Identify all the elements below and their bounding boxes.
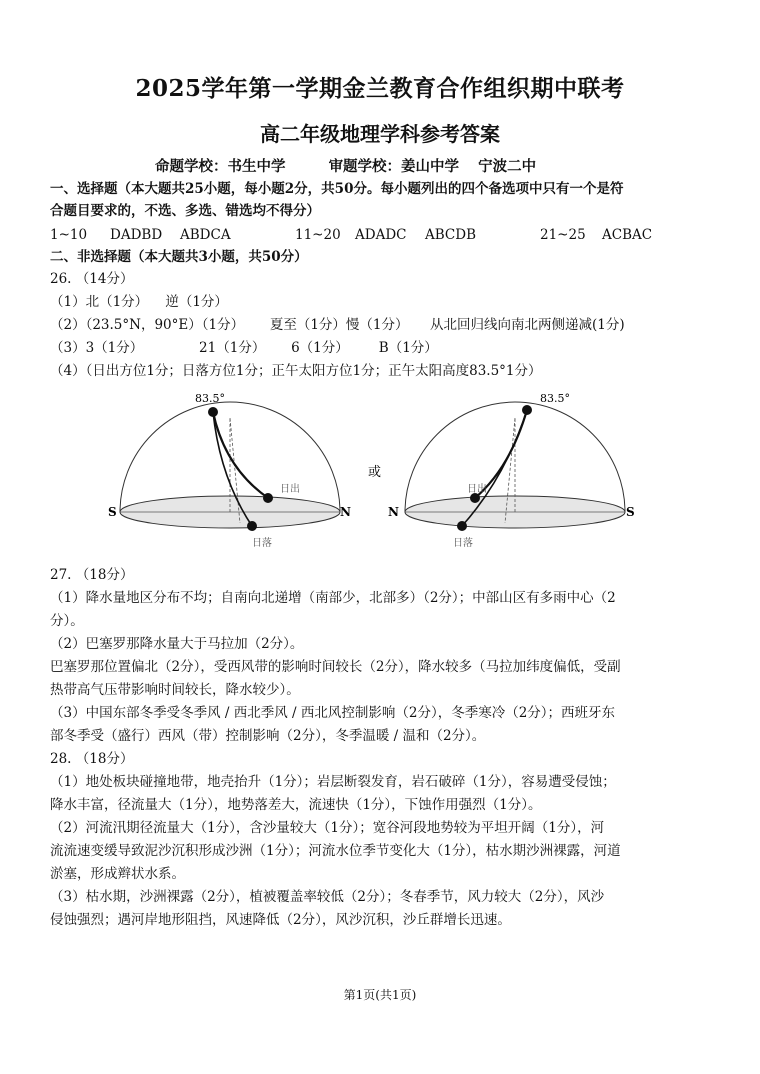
q26-part1: （1）北（1分） 逆（1分）	[50, 294, 228, 310]
q27-line6: （3）中国东部冬季受冬季风 / 西北季风 / 西北风控制影响（2分），冬季寒冷（2分）；西班牙东	[50, 705, 616, 721]
right-angle-label: 83.5°	[540, 392, 570, 405]
section1-heading-line1: 一、选择题（本大题共25小题，每小题2分，共50分。每小题列出的四个备选项中只有一个是符	[50, 181, 624, 197]
left-angle-label: 83.5°	[195, 392, 225, 405]
right-hemisphere	[388, 392, 635, 549]
mc-answers-1a: DADBD	[110, 227, 163, 243]
q27-line2: 分）。	[50, 613, 84, 629]
mc-answers-row	[50, 224, 720, 246]
left-sunset-dot	[247, 521, 257, 531]
sun-path-diagram	[100, 388, 660, 553]
q28-line7: 侵蚀强烈；遇河岸地形阻挡，风速降低（2分），风沙沉积，沙丘群增长迅速。	[50, 912, 511, 928]
exam-title: 2025学年第一学期金兰教育合作组织期中联考	[135, 75, 625, 102]
left-hemisphere	[108, 392, 351, 549]
setter-school: 命题学校：书生中学	[155, 158, 286, 175]
exam-subtitle: 高二年级地理学科参考答案	[260, 122, 500, 146]
page-number: 第1页(共1页)	[343, 988, 417, 1002]
left-sunrise-label: 日出	[280, 484, 300, 495]
q27-line7: 部冬季受（盛行）西风（带）控制影响（2分），冬季温暖 / 温和（2分）。	[50, 728, 486, 744]
section2-heading: 二、非选择题（本大题共3小题，共50分）	[50, 249, 308, 265]
q27-line4: 巴塞罗那位置偏北（2分），受西风带的影响时间较长（2分），降水较多（马拉加纬度偏低，受副	[50, 659, 621, 675]
mc-answers-2b: ABCDB	[425, 227, 476, 243]
q28-line2: 降水丰富，径流量大（1分），地势落差大，流速快（1分），下蚀作用强烈（1分）。	[50, 797, 542, 813]
reviewer-school: 审题学校：姜山中学	[328, 158, 460, 175]
mc-range-1: 1~10	[50, 227, 88, 243]
mc-range-2: 11~20	[295, 227, 341, 243]
left-noon-sun-dot	[208, 407, 218, 417]
q27-line1: （1）降水量地区分布不均；自南向北递增（南部少，北部多）（2分）；中部山区有多雨中心（2	[50, 590, 616, 606]
q28-heading: 28. （18分）	[50, 751, 134, 767]
left-sunrise-dot	[263, 493, 273, 503]
q26-heading: 26. （14分）	[50, 271, 134, 287]
right-north-label: N	[388, 505, 399, 519]
right-sunset-dot	[457, 521, 467, 531]
mc-answers-1b: ABDCA	[180, 227, 231, 243]
or-label: 或	[368, 465, 382, 480]
mc-range-3: 21~25	[540, 227, 586, 243]
q28-line4: 流流速变缓导致泥沙沉积形成沙洲（1分）；河流水位季节变化大（1分），枯水期沙洲裸露，河道	[50, 843, 621, 859]
q27-line5: 热带高气压带影响时间较长，降水较少）。	[50, 682, 300, 698]
right-noon-sun-dot	[522, 405, 532, 415]
right-sunset-label: 日落	[453, 538, 473, 549]
q28-line6: （3）枯水期，沙洲裸露（2分），植被覆盖率较低（2分）；冬春季节，风力较大（2分），风沙	[50, 889, 605, 905]
q28-line3: （2）河流汛期径流量大（1分），含沙量较大（1分）；宽谷河段地势较为平坦开阔（1分），河	[50, 820, 605, 836]
left-south-label: S	[108, 505, 117, 519]
school-info	[155, 155, 574, 176]
left-sunset-label: 日落	[252, 538, 272, 549]
mc-answers-2a: ADADC	[355, 227, 407, 243]
right-south-label: S	[626, 505, 635, 519]
mc-answers-3: ACBAC	[602, 227, 653, 243]
q26-part2: （2）（23.5°N，90°E）（1分） 夏至（1分）慢（1分） 从北回归线向南北两侧递减(1分)	[50, 317, 625, 333]
section1-heading-line2: 合题目要求的，不选、多选、错选均不得分）	[50, 203, 320, 219]
q28-line5: 淤塞，形成辫状水系。	[50, 866, 185, 882]
q27-line3: （2）巴塞罗那降水量大于马拉加（2分）。	[50, 636, 304, 652]
q27-heading: 27. （18分）	[50, 567, 134, 583]
q26-part4: （4）（日出方位1分；日落方位1分；正午太阳方位1分；正午太阳高度83.5°1分）	[50, 363, 542, 379]
right-sunrise-label: 日出	[467, 484, 487, 495]
q28-line1: （1）地处板块碰撞地带，地壳抬升（1分）；岩层断裂发育，岩石破碎（1分），容易遭受侵蚀；	[50, 774, 616, 790]
q26-part3: （3）3（1分） 21（1分） 6（1分） B（1分）	[50, 340, 438, 356]
reviewer-school-2: 宁波二中	[478, 158, 537, 175]
left-north-label: N	[340, 505, 351, 519]
